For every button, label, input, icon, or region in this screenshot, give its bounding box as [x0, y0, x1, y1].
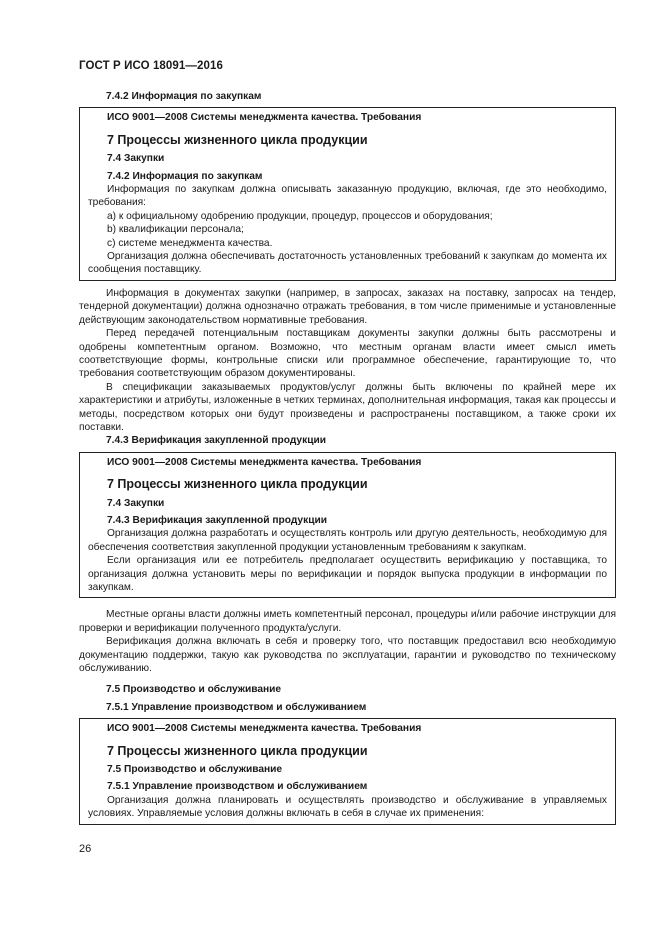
quote-subsection: 7.5 Производство и обслуживание: [107, 764, 283, 776]
quote-paragraph: Организация должна разработать и осуществлять контроль или другую деятельность, необходимую для обеспечения соответствия закупленной продукции установленным требованиям к закупкам.: [88, 528, 607, 553]
page-content: [79, 90, 616, 831]
quote-standard-title: ИСО 9001—2008 Системы менеджмента качества. Требования: [107, 723, 422, 735]
quote-chapter-title: 7 Процессы жизненного цикла продукции: [107, 132, 368, 147]
quote-list-item: a) к официальному одобрению продукции, процедур, процессов и оборудования;: [107, 210, 493, 222]
quote-subsection: 7.4 Закупки: [107, 153, 165, 165]
quote-subsubsection: 7.5.1 Управление производством и обслуживанием: [107, 781, 368, 793]
page-number: 26: [79, 843, 92, 855]
quote-paragraph: Информация по закупкам должна описывать заказанную продукцию, включая, где это необходимо, требования:: [88, 184, 607, 209]
quote-paragraph: Организация должна планировать и осуществлять производство и обслуживание в управляемых условиях. Управляемые условия должны включать в себя в случае их применения:: [88, 794, 607, 820]
quote-subsubsection: 7.4.2 Информация по закупкам: [107, 170, 263, 182]
standard-quote-box-3: [79, 718, 616, 824]
section-heading-7-4-3: 7.4.3 Верификация закупленной продукции: [106, 435, 326, 447]
quote-chapter-title: 7 Процессы жизненного цикла продукции: [107, 743, 368, 758]
quote-paragraph: Если организация или ее потребитель предполагает осуществить верификацию у поставщика, то организация должна установить меры по верификации и порядок выпуска продукции в информации по закупкам.: [88, 555, 607, 593]
quote-list-item: c) системе менеджмента качества.: [107, 237, 273, 249]
quote-subsubsection: 7.4.3 Верификация закупленной продукции: [107, 514, 327, 526]
quote-standard-title: ИСО 9001—2008 Системы менеджмента качества. Требования: [107, 456, 422, 468]
quote-list-item: b) квалификации персонала;: [107, 224, 244, 236]
quote-subsection: 7.4 Закупки: [107, 497, 165, 509]
body-paragraph: Местные органы власти должны иметь компетентный персонал, процедуры и/или рабочие инструкции для проверки и верификации полученного продукта/услуги.: [79, 609, 616, 634]
running-header: ГОСТ Р ИСО 18091—2016: [79, 60, 224, 72]
body-paragraph: В спецификации заказываемых продуктов/услуг должны быть включены по крайней мере их характеристики и атрибуты, изложенные в четких терминах, дополнительная информация, такая как процессы и методы, посредством которых они будут произведены и распространены поставщиком, а также сроки их поставки.: [79, 381, 616, 433]
body-paragraph: Верификация должна включать в себя и проверку того, что поставщик предоставил всю необходимую документацию поддержки, такую как руководства по эксплуатации, гарантии и руководство по техническому обслуживанию.: [79, 636, 616, 675]
section-heading-7-5-1: 7.5.1 Управление производством и обслуживанием: [106, 701, 367, 713]
standard-quote-box-2: [79, 452, 616, 599]
quote-standard-title: ИСО 9001—2008 Системы менеджмента качества. Требования: [107, 112, 422, 124]
body-paragraph: Информация в документах закупки (например, в запросах, заказах на поставку, запросах на тендер, тендерной документации) должна однозначно отражать требования, в том числе применимые и установленные действующим законодательством нормативные требования.: [79, 287, 616, 326]
body-paragraph: Перед передачей потенциальным поставщикам документы закупки должны быть рассмотрены и одобрены компетентным органом. Возможно, что местным органам власти имеет смысл иметь соответствующие формы, контрольные списки или программное обеспечение, гарантирующие то, что требования соответствующим образом документированы.: [79, 328, 616, 380]
section-heading-7-5: 7.5 Производство и обслуживание: [106, 684, 282, 696]
quote-chapter-title: 7 Процессы жизненного цикла продукции: [107, 477, 368, 492]
section-heading-7-4-2: 7.4.2 Информация по закупкам: [106, 91, 262, 102]
standard-quote-box-1: [79, 107, 616, 280]
quote-paragraph: Организация должна обеспечивать достаточность установленных требований к закупкам до момента их сообщения поставщику.: [88, 251, 607, 276]
